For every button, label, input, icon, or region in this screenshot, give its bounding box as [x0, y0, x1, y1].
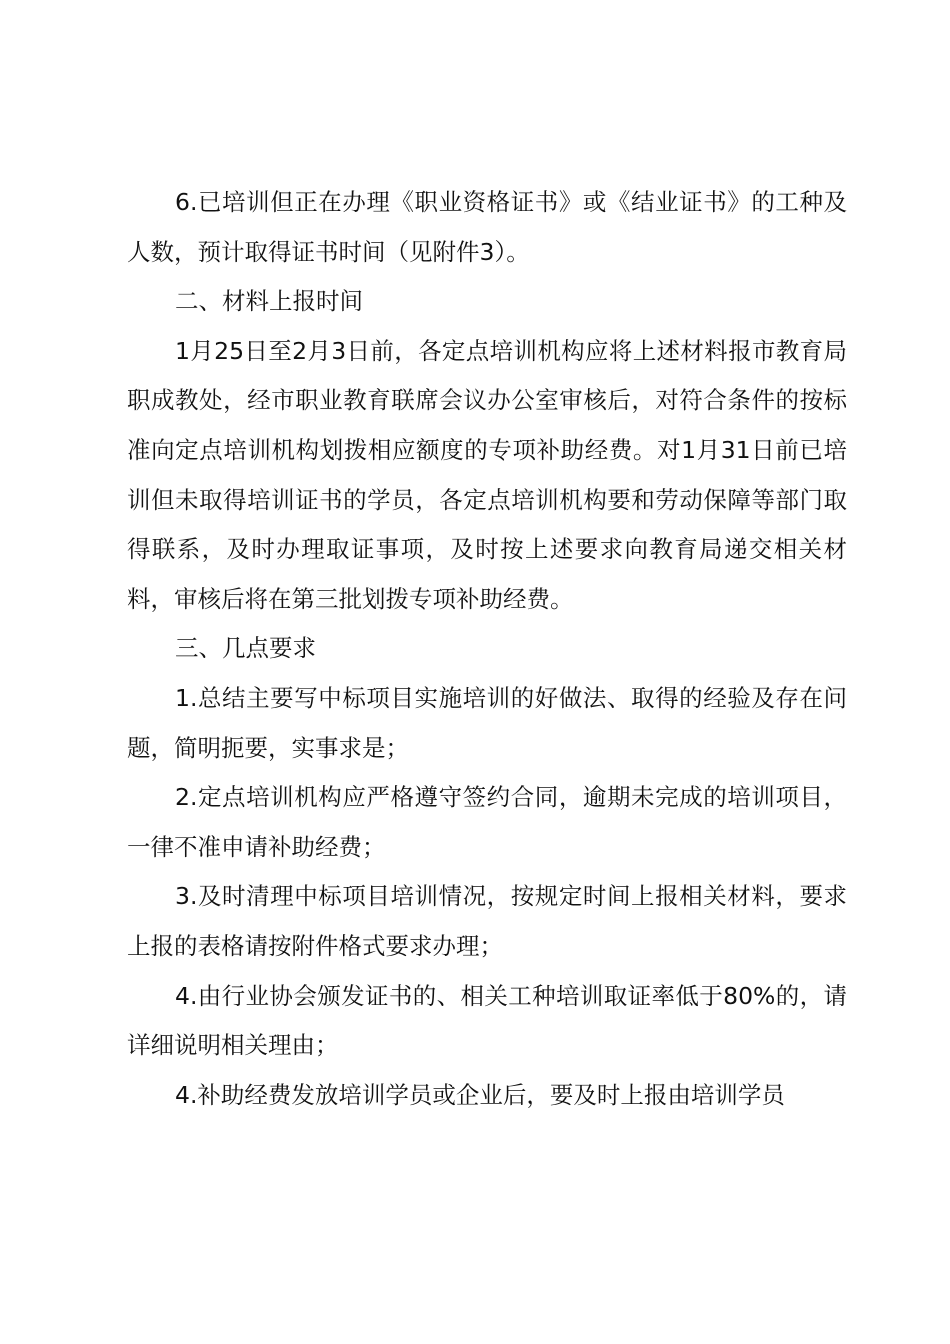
section-heading-2: 二、材料上报时间 — [175, 287, 363, 316]
requirement-item-2: 2.定点培训机构应严格遵守签约合同，逾期未完成的培训项目，一律不准申请补助经费； — [127, 783, 847, 861]
paragraph-submission-time: 1月25日至2月3日前，各定点培训机构应将上述材料报市教育局职成教处，经市职业教育联席会议办公室审核后，对符合条件的按标准向定点培训机构划拨相应额度的专项补助经费。对1月31日前已培训但未取得培训证书的学员，各定点培训机构要和劳动保障等部门取得联系，及时办理取证事项，及时按上述要求向教育局递交相关材料，审核后将在第三批划拨专项补助经费。 — [127, 336, 847, 613]
section-heading-3: 三、几点要求 — [175, 634, 316, 663]
requirement-item-4b: 4.补助经费发放培训学员或企业后，要及时上报由培训学员 — [175, 1080, 785, 1109]
requirement-item-4a: 4.由行业协会颁发证书的、相关工种培训取证率低于80%的，请详细说明相关理由； — [127, 981, 847, 1060]
requirement-item-1: 1.总结主要写中标项目实施培训的好做法、取得的经验及存在问题，简明扼要，实事求是； — [127, 683, 847, 762]
paragraph-item-6: 6.已培训但正在办理《职业资格证书》或《结业证书》的工种及人数，预计取得证书时间（见附件3）。 — [127, 188, 847, 266]
requirement-item-3: 3.及时清理中标项目培训情况，按规定时间上报相关材料，要求上报的表格请按附件格式要求办理； — [127, 882, 847, 960]
document-page — [127, 178, 847, 1120]
